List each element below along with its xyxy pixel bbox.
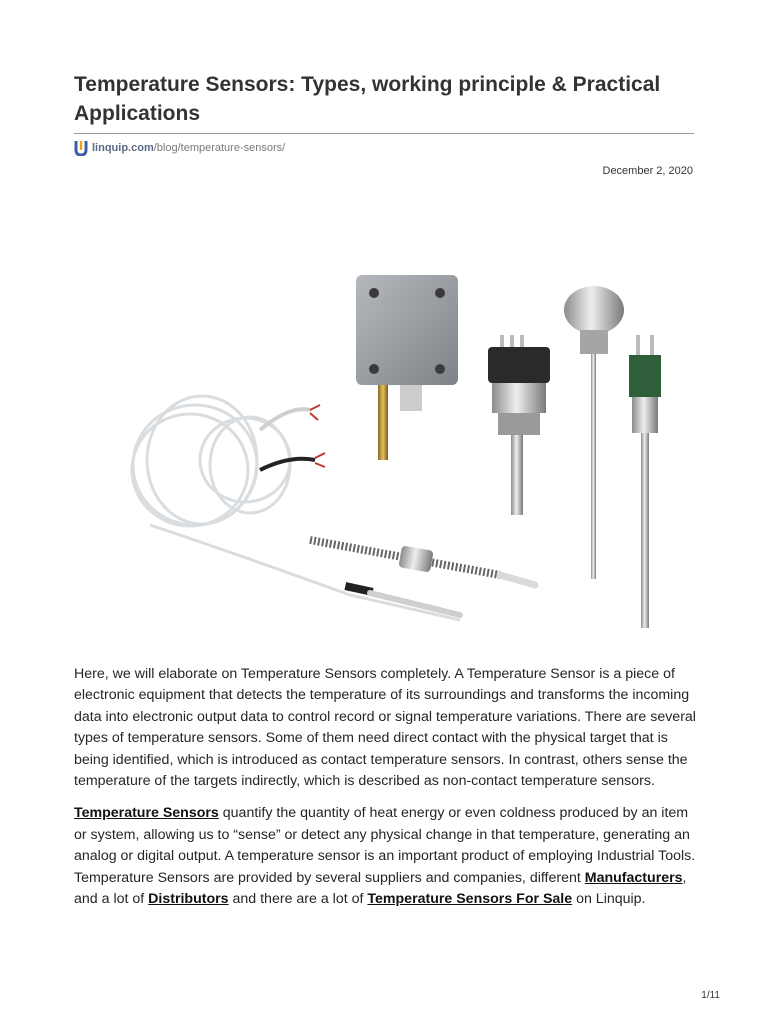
link-distributors[interactable]: Distributors — [148, 891, 229, 908]
article-body — [74, 664, 698, 921]
link-manufacturers[interactable]: Manufacturers — [584, 869, 683, 886]
publish-date: December 2, 2020 — [602, 165, 693, 177]
second-paragraph: Temperature Sensors quantify the quantity of heat energy or even coldness produced by an item or system, allowing us to “sense” or detect any physical change in that temperature, generating an analog or digital output. A temperature sensor is an important product of employing Industrial Tools. Temperature Sensors are provided by several suppliers and companies, different Manufacturers, and a lot of Distributors and there are a lot of Temperature Sensors For Sale on Linquip. — [74, 805, 696, 908]
title-divider — [74, 133, 694, 134]
source-url[interactable] — [74, 139, 285, 157]
page-title: Temperature Sensors: Types, working principle & Practical Applications — [74, 73, 661, 125]
cable-coil — [132, 396, 290, 526]
plug-probe — [629, 335, 661, 628]
connector-probe — [488, 335, 550, 515]
source-path[interactable]: /blog/temperature-sensors/ — [153, 142, 286, 154]
linquip-logo-icon — [74, 140, 88, 156]
link-temperature-sensors[interactable]: Temperature Sensors — [74, 805, 219, 822]
head-probe — [564, 286, 624, 579]
source-host[interactable]: linquip.com — [92, 142, 154, 154]
intro-paragraph: Here, we will elaborate on Temperature Sensors completely. A Temperature Sensor is a piece of electronic equipment that detects the temperature of its surroundings and transforms the incoming data into electronic output data to control record or signal temperature variations. There are several types of temperature sensors. Some of them need direct contact with the physical target that is being identified, which is introduced as contact temperature sensors. In contrast, others sense the temperature of the targets indirectly, which is described as non-contact temperature sensors. — [74, 666, 696, 790]
box-sensor — [356, 275, 458, 460]
temperature-sensors-photo — [120, 255, 680, 645]
page-number: 1/11 — [701, 990, 720, 1001]
link-temperature-sensors-for-sale[interactable]: Temperature Sensors For Sale — [367, 891, 573, 908]
